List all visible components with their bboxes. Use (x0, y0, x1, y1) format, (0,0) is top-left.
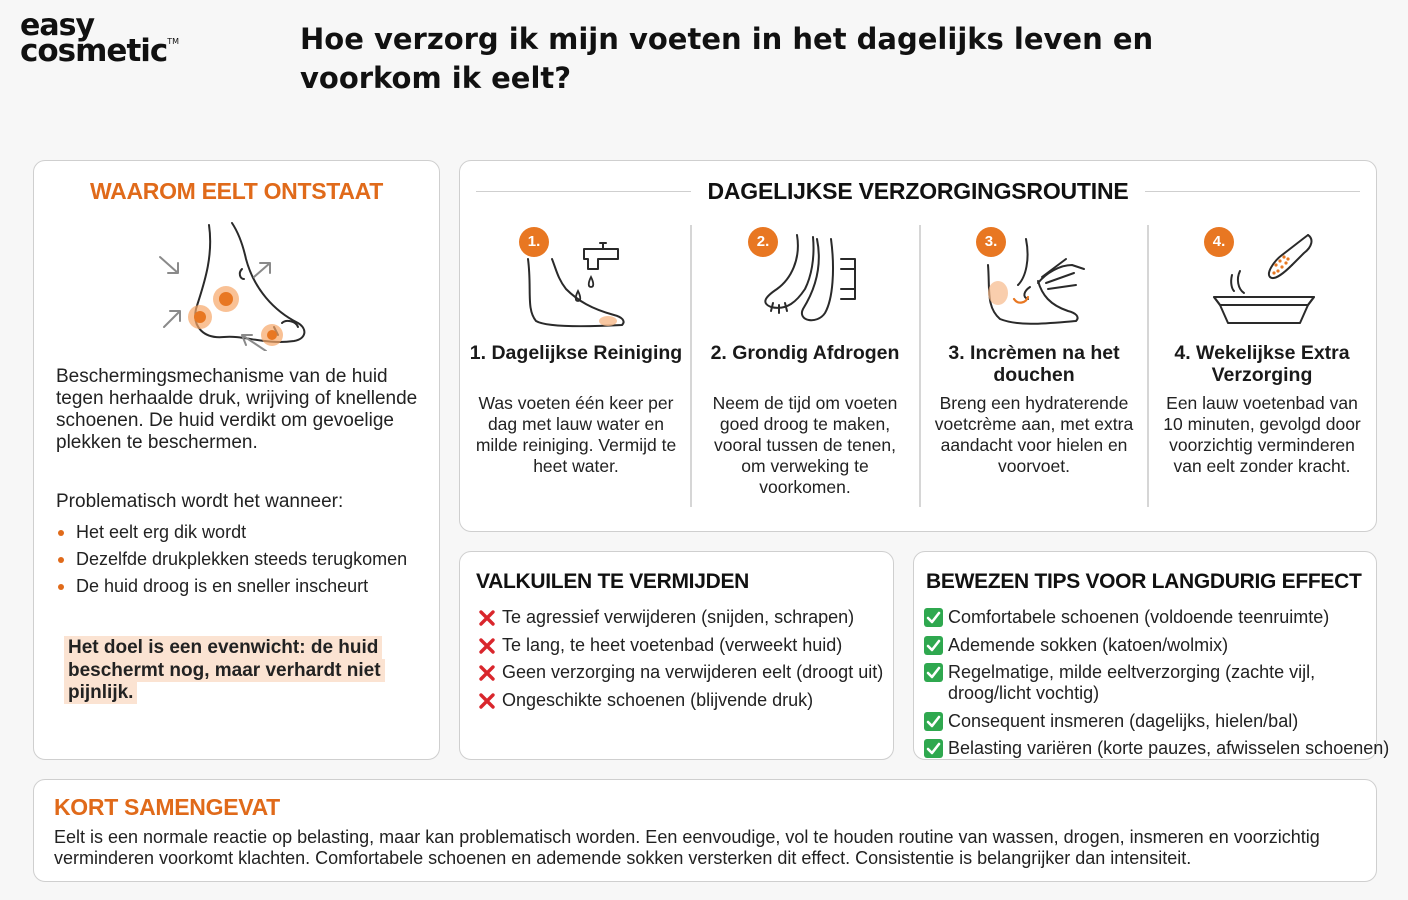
daily-routine-panel (459, 160, 1377, 532)
list-item: Geen verzorging na verwijderen eelt (droogt uit) (478, 659, 883, 687)
step-title: 3. Incrèmen na het douchen (948, 342, 1120, 386)
brand-line-2: cosmetic (20, 32, 168, 69)
summary-text: Eelt is een normale reactie op belasting, maar kan problematisch worden. Een eenvoudige, vol te houden routine van wassen, drogen, insmeren en voorzichtig verminderen voorkomt klachten. Comfortabele schoenen en ademende sokken versterken dit effect. Consistentie is belangrijker dan intensiteit. (54, 827, 1320, 868)
towel-foot-icon (757, 229, 861, 329)
step-badge: 1. (519, 227, 549, 257)
list-item: Dezelfde drukplekken steeds terugkomen (56, 546, 407, 573)
checkmark-icon (924, 663, 943, 682)
step-description: Een lauw voetenbad van 10 minuten, gevolgd door voorzichtig verminderen van eelt zonder kracht. (1163, 393, 1361, 476)
pitfalls-heading: VALKUILEN TE VERMIJDEN (476, 570, 750, 593)
cross-icon (478, 609, 496, 627)
list-item: De huid droog is en sneller inscheurt (56, 573, 407, 600)
page-title: Hoe verzorg ik mijn voeten in het dagelijks leven en voorkom ik eelt? (300, 22, 1154, 95)
brand-line-1: easy (20, 8, 95, 43)
tips-heading: BEWEZEN TIPS VOOR LANGDURIG EFFECT (926, 570, 1362, 593)
faucet-foot-icon (522, 229, 632, 329)
why-heading: WAAROM EELT ONTSTAAT (90, 178, 383, 204)
list-item: Het eelt erg dik wordt (56, 519, 407, 546)
routine-step-1 (462, 225, 690, 510)
summary-panel (33, 779, 1377, 882)
why-problem-intro: Problematisch wordt het wanneer: (56, 491, 344, 512)
step-title: 2. Grondig Afdrogen (710, 342, 900, 364)
list-item: Ademende sokken (katoen/wolmix) (924, 635, 1372, 656)
step-title: 1. Dagelijkse Reiniging (469, 342, 683, 364)
list-item: Ongeschikte schoenen (blijvende druk) (478, 687, 883, 715)
list-item: Regelmatige, milde eeltverzorging (zachte vijl, droog/licht vochtig) (924, 662, 1372, 704)
foot-pressure-icon (154, 219, 314, 351)
cross-icon (478, 637, 496, 655)
step-description: Neem de tijd om voeten goed droog te maken, vooral tussen de tenen, om verweking te voorkomen. (712, 393, 898, 497)
tips-list (924, 607, 1390, 766)
cream-hand-foot-icon (980, 229, 1092, 329)
step-description: Breng een hydraterende voetcrème aan, met extra aandacht voor hielen en voorvoet. (934, 393, 1134, 476)
foot-bath-brush-icon (1210, 227, 1320, 331)
list-item: Te agressief verwijderen (snijden, schrapen) (478, 604, 883, 632)
step-description: Was voeten één keer per dag met lauw water en milde reiniging. Vermijd te heet water. (475, 393, 677, 476)
routine-step-4 (1148, 225, 1376, 510)
pitfalls-panel (459, 551, 894, 760)
routine-heading: DAGELIJKSE VERZORGINGSROUTINE (707, 178, 1129, 204)
why-callus-panel (33, 160, 440, 760)
checkmark-icon (924, 636, 943, 655)
cross-icon (478, 664, 496, 682)
routine-header (460, 178, 1376, 205)
pitfalls-list (478, 604, 883, 714)
list-item: Te lang, te heet voetenbad (verweekt huid) (478, 632, 883, 660)
step-badge: 4. (1204, 227, 1234, 257)
why-highlight: Het doel is een evenwicht: de huid beschermt nog, maar verhardt niet pijnlijk. (64, 637, 404, 705)
list-item: Comfortabele schoenen (voldoende teenruimte) (924, 607, 1372, 628)
brand-trademark: TM (167, 36, 180, 46)
routine-step-2 (691, 225, 919, 510)
checkmark-icon (924, 712, 943, 731)
step-badge: 2. (748, 227, 778, 257)
why-bullet-list (56, 519, 407, 600)
list-item: Belasting variëren (korte pauzes, afwisselen schoenen) (924, 738, 1372, 759)
summary-heading: KORT SAMENGEVAT (54, 794, 280, 820)
brand-logo (20, 8, 180, 69)
list-item: Consequent insmeren (dagelijks, hielen/bal) (924, 711, 1372, 732)
step-badge: 3. (976, 227, 1006, 257)
checkmark-icon (924, 608, 943, 627)
cross-icon (478, 692, 496, 710)
tips-panel (913, 551, 1390, 760)
step-title: 4. Wekelijkse Extra Verzorging (1174, 342, 1350, 386)
why-text: Beschermingsmechanisme van de huid tegen herhaalde druk, wrijving of knellende schoenen. De huid verdikt om gevoelige plekken te beschermen. (56, 366, 418, 453)
routine-step-3 (920, 225, 1148, 510)
checkmark-icon (924, 739, 943, 758)
